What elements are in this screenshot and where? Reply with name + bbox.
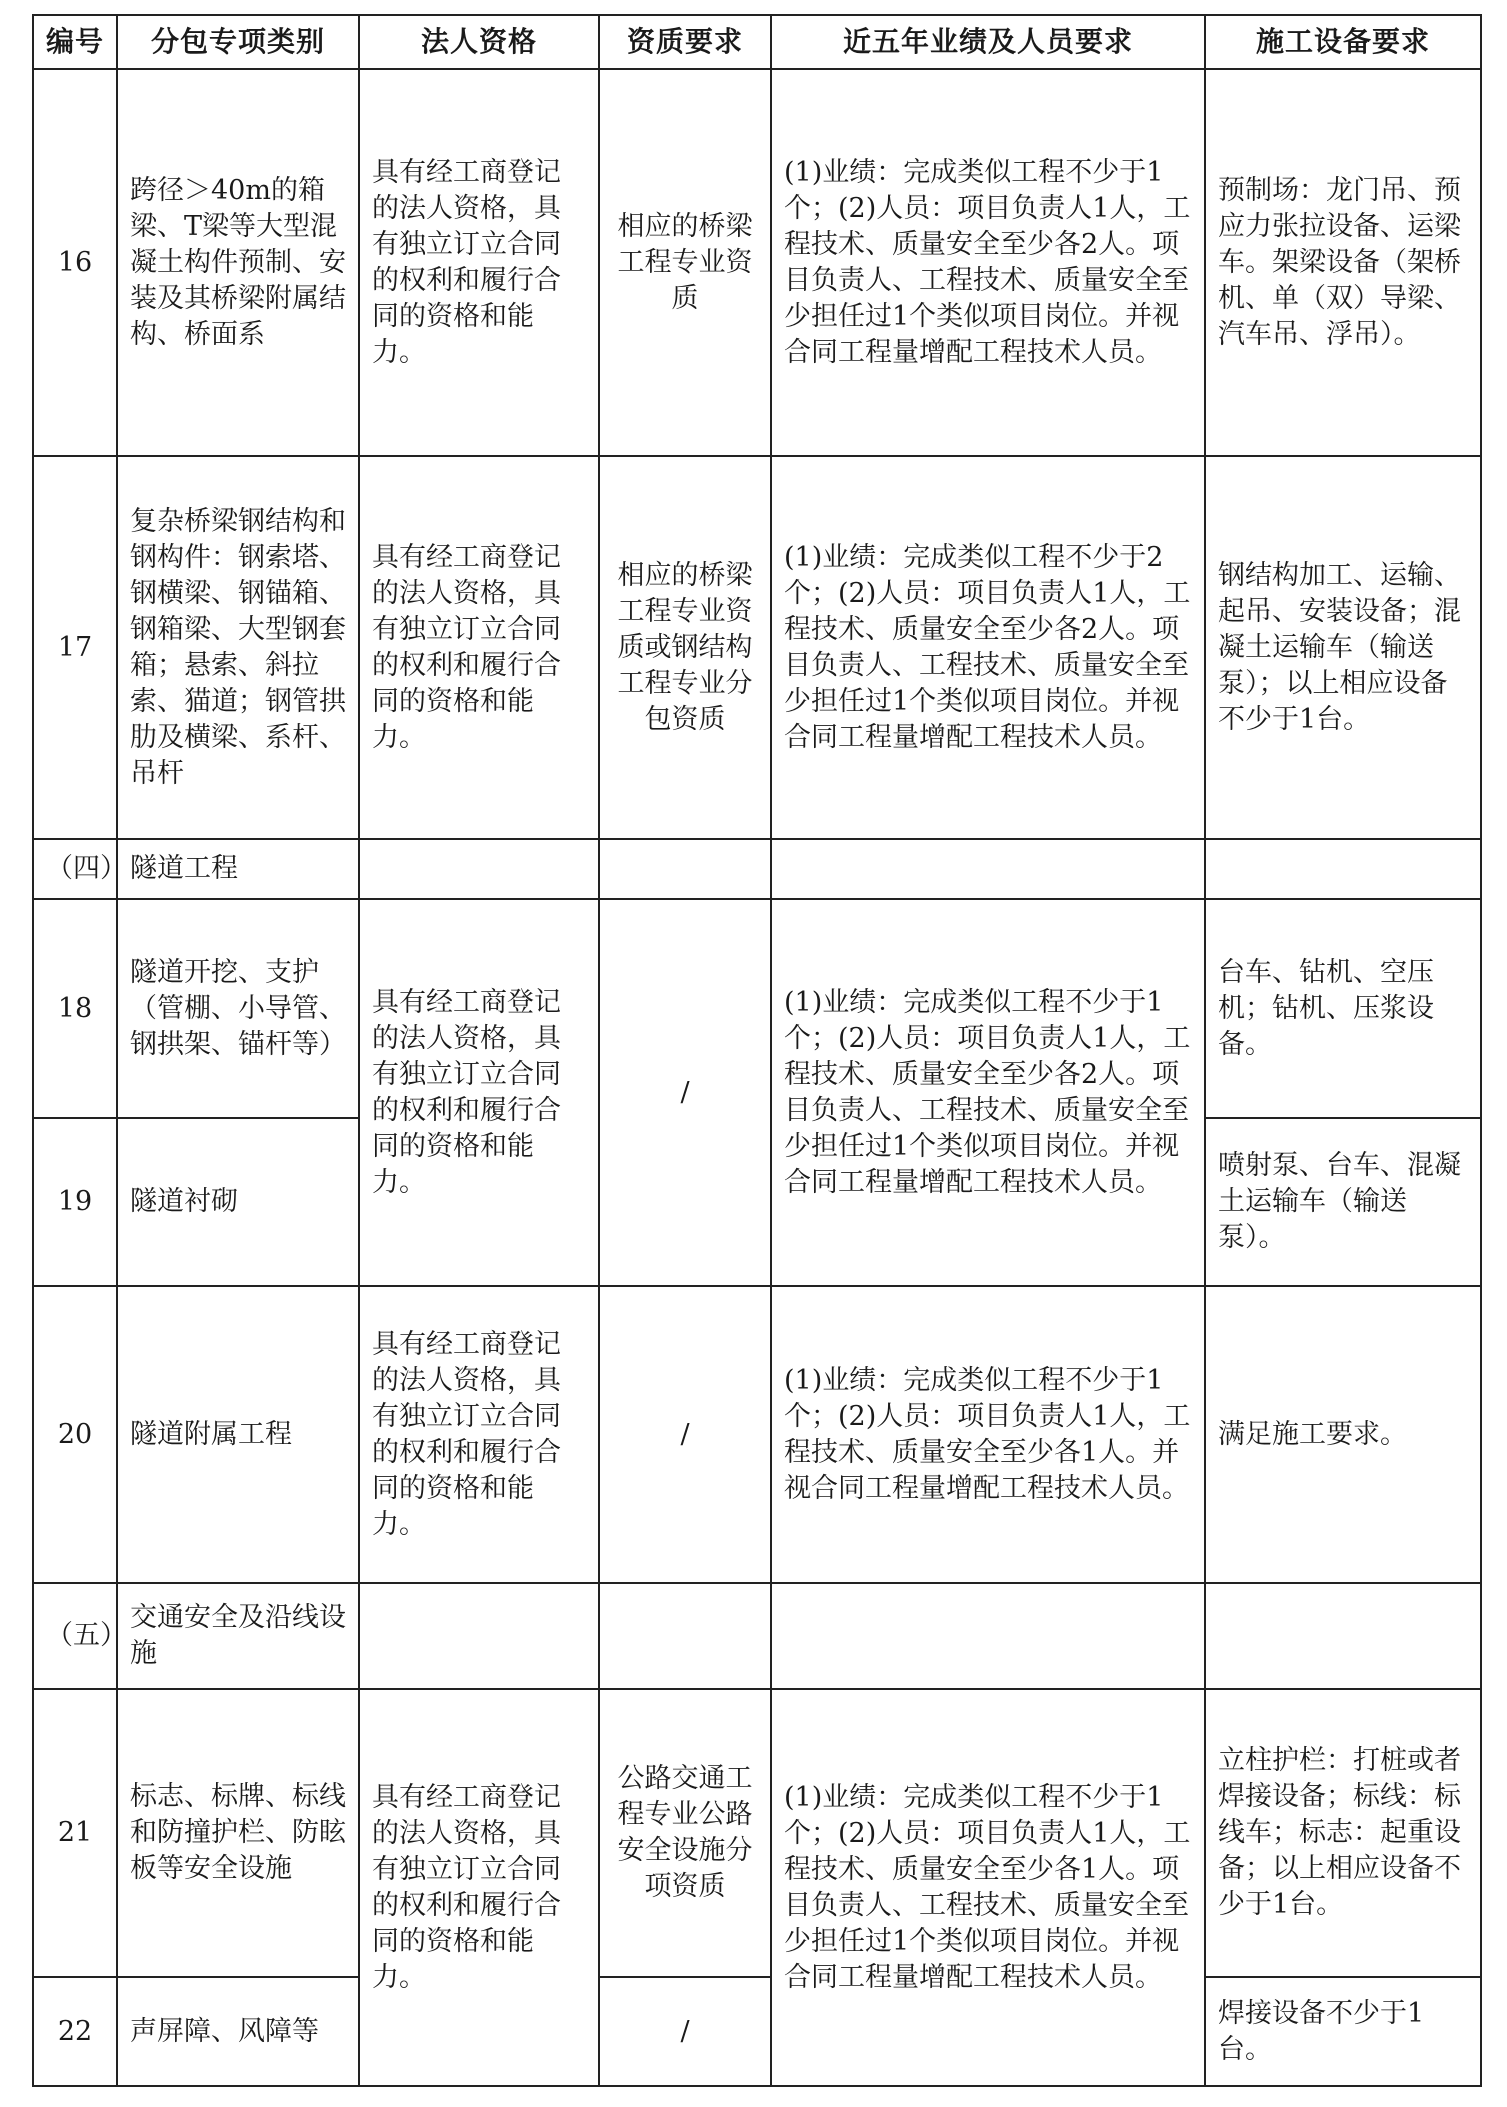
legal-cell: 具有经工商登记的法人资格，具有独立订立合同的权利和履行合同的资格和能力。 (359, 69, 599, 456)
row-number: 16 (33, 69, 117, 456)
empty-cell (771, 839, 1205, 899)
section-title: 隧道工程 (117, 839, 359, 899)
equipment-cell: 立柱护栏：打桩或者焊接设备；标线：标线车；标志：起重设备；以上相应设备不少于1台。 (1205, 1689, 1481, 1977)
header-equipment: 施工设备要求 (1205, 15, 1481, 69)
section-number: （五） (33, 1583, 117, 1689)
table-row (33, 899, 1481, 1118)
empty-cell (1205, 839, 1481, 899)
table-header-row (33, 15, 1481, 69)
section-number: （四） (33, 839, 117, 899)
header-legal: 法人资格 (359, 15, 599, 69)
header-qualification: 资质要求 (599, 15, 771, 69)
header-performance-staff: 近五年业绩及人员要求 (771, 15, 1205, 69)
category-cell: 复杂桥梁钢结构和钢构件：钢索塔、钢横梁、钢锚箱、钢箱梁、大型钢套箱；悬索、斜拉索、猫道；钢管拱肋及横梁、系杆、吊杆 (117, 456, 359, 839)
subcontract-requirements-table (32, 14, 1482, 2087)
qualification-cell-merged: / (599, 899, 771, 1286)
category-cell: 隧道衬砌 (117, 1118, 359, 1286)
equipment-cell: 满足施工要求。 (1205, 1286, 1481, 1583)
performance-staff-cell-merged: (1)业绩：完成类似工程不少于1个；(2)人员：项目负责人1人，工程技术、质量安全至少各1人。项目负责人、工程技术、质量安全至少担任过1个类似项目岗位。并视合同工程量增配工程技术人员。 (771, 1689, 1205, 2086)
empty-cell (599, 1583, 771, 1689)
qualification-cell: 公路交通工程专业公路安全设施分项资质 (599, 1689, 771, 1977)
empty-cell (1205, 1583, 1481, 1689)
performance-staff-cell: (1)业绩：完成类似工程不少于2个；(2)人员：项目负责人1人，工程技术、质量安全至少各2人。项目负责人、工程技术、质量安全至少担任过1个类似项目岗位。并视合同工程量增配工程技术人员。 (771, 456, 1205, 839)
performance-staff-cell: (1)业绩：完成类似工程不少于1个；(2)人员：项目负责人1人，工程技术、质量安全至少各2人。项目负责人、工程技术、质量安全至少担任过1个类似项目岗位。并视合同工程量增配工程技术人员。 (771, 69, 1205, 456)
row-number: 21 (33, 1689, 117, 1977)
row-number: 22 (33, 1977, 117, 2086)
empty-cell (599, 839, 771, 899)
empty-cell (771, 1583, 1205, 1689)
category-cell: 跨径＞40m的箱梁、T梁等大型混凝土构件预制、安装及其桥梁附属结构、桥面系 (117, 69, 359, 456)
table-row (33, 456, 1481, 839)
section-row (33, 1583, 1481, 1689)
section-row (33, 839, 1481, 899)
legal-cell-merged: 具有经工商登记的法人资格，具有独立订立合同的权利和履行合同的资格和能力。 (359, 1689, 599, 2086)
row-number: 20 (33, 1286, 117, 1583)
qualification-cell: / (599, 1977, 771, 2086)
performance-staff-cell: (1)业绩：完成类似工程不少于1个；(2)人员：项目负责人1人，工程技术、质量安全至少各1人。并视合同工程量增配工程技术人员。 (771, 1286, 1205, 1583)
legal-cell-merged: 具有经工商登记的法人资格，具有独立订立合同的权利和履行合同的资格和能力。 (359, 899, 599, 1286)
performance-staff-cell-merged: (1)业绩：完成类似工程不少于1个；(2)人员：项目负责人1人，工程技术、质量安全至少各2人。项目负责人、工程技术、质量安全至少担任过1个类似项目岗位。并视合同工程量增配工程技术人员。 (771, 899, 1205, 1286)
table-row (33, 69, 1481, 456)
qualification-cell: 相应的桥梁工程专业资质或钢结构工程专业分包资质 (599, 456, 771, 839)
legal-cell: 具有经工商登记的法人资格，具有独立订立合同的权利和履行合同的资格和能力。 (359, 456, 599, 839)
row-number: 18 (33, 899, 117, 1118)
document-page (32, 14, 1480, 2087)
header-number: 编号 (33, 15, 117, 69)
equipment-cell: 台车、钻机、空压机；钻机、压浆设备。 (1205, 899, 1481, 1118)
table-row (33, 1689, 1481, 1977)
section-title: 交通安全及沿线设施 (117, 1583, 359, 1689)
header-category: 分包专项类别 (117, 15, 359, 69)
equipment-cell: 焊接设备不少于1台。 (1205, 1977, 1481, 2086)
equipment-cell: 钢结构加工、运输、起吊、安装设备；混凝土运输车（输送泵）；以上相应设备不少于1台。 (1205, 456, 1481, 839)
row-number: 17 (33, 456, 117, 839)
legal-cell: 具有经工商登记的法人资格，具有独立订立合同的权利和履行合同的资格和能力。 (359, 1286, 599, 1583)
qualification-cell: 相应的桥梁工程专业资质 (599, 69, 771, 456)
row-number: 19 (33, 1118, 117, 1286)
empty-cell (359, 1583, 599, 1689)
category-cell: 隧道附属工程 (117, 1286, 359, 1583)
qualification-cell: / (599, 1286, 771, 1583)
category-cell: 标志、标牌、标线和防撞护栏、防眩板等安全设施 (117, 1689, 359, 1977)
category-cell: 声屏障、风障等 (117, 1977, 359, 2086)
table-row (33, 1977, 1481, 2086)
table-row (33, 1286, 1481, 1583)
empty-cell (359, 839, 599, 899)
equipment-cell: 喷射泵、台车、混凝土运输车（输送泵）。 (1205, 1118, 1481, 1286)
category-cell: 隧道开挖、支护（管棚、小导管、钢拱架、锚杆等） (117, 899, 359, 1118)
equipment-cell: 预制场：龙门吊、预应力张拉设备、运梁车。架梁设备（架桥机、单（双）导梁、汽车吊、浮吊）。 (1205, 69, 1481, 456)
